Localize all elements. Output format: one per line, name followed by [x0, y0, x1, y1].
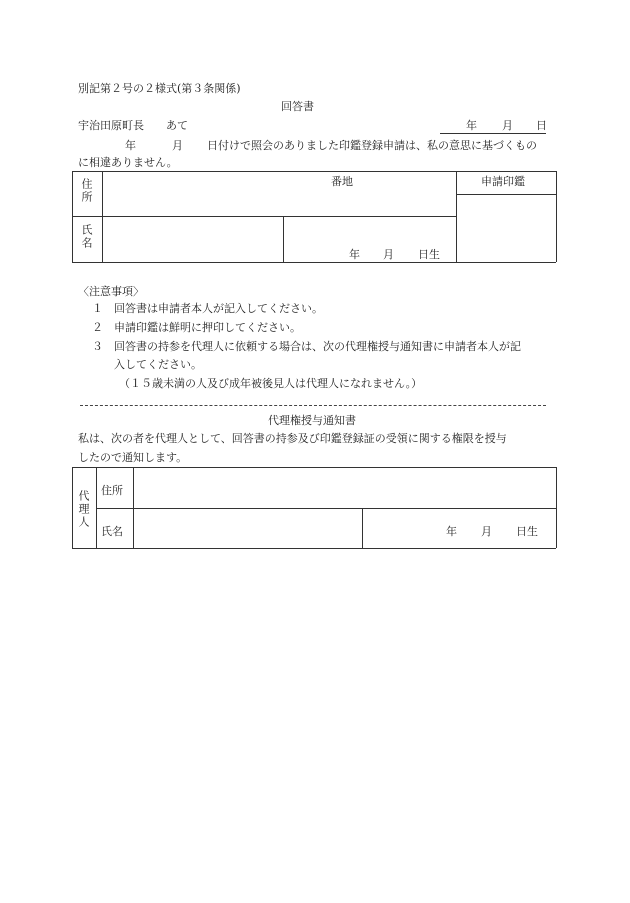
date-underline [440, 133, 546, 134]
note-text-3: 回答書の持参を代理人に依頼する場合は、次の代理権授与通知書に申請者本人が記 [114, 340, 521, 353]
date-year-label: 年 [466, 119, 477, 132]
cut-line [80, 405, 546, 406]
proxy-side-label: 代理人 [77, 490, 90, 529]
statement-line-2: に相違ありません。 [78, 156, 178, 169]
note-num-3: ３ [92, 340, 103, 353]
note-sub: （１５歳未満の人及び成年被後見人は代理人になれません。） [119, 377, 423, 390]
proxy-line-2: したので通知します。 [78, 451, 188, 464]
note-text-3-cont: 入してください。 [114, 358, 202, 371]
date-day-label: 日 [536, 119, 547, 132]
date-month-label: 月 [502, 119, 513, 132]
notes-heading: 〈注意事項〉 [78, 285, 144, 298]
proxy-address-label: 住所 [101, 484, 123, 497]
address-field[interactable] [103, 190, 455, 215]
proxy-name-label: 氏名 [101, 525, 123, 538]
note-text-2: 申請印鑑は鮮明に押印してください。 [114, 321, 301, 334]
proxy-address-field[interactable] [134, 468, 555, 507]
seal-box[interactable] [457, 195, 555, 261]
birth-month-label: 月 [383, 248, 394, 261]
proxy-birth-day-label: 日生 [516, 525, 538, 538]
note-text-1: 回答書は申請者本人が記入してください。 [114, 302, 323, 315]
addressee: 宇治田原町長 あて [78, 119, 188, 132]
name-field[interactable] [103, 217, 282, 261]
name-label: 氏名 [80, 224, 93, 250]
statement-line-1: 日付けで照会のありました印鑑登録申請は、私の意思に基づくもの [207, 139, 537, 152]
note-num-1: １ [92, 302, 103, 315]
document-title: 回答書 [281, 100, 314, 113]
proxy-line-1: 私は、次の者を代理人として、回答書の持参及び印鑑登録証の受領に関する権限を授与 [78, 432, 507, 445]
proxy-title: 代理権授与通知書 [268, 414, 356, 427]
proxy-birth-year-label: 年 [446, 525, 457, 538]
proxy-name-field[interactable] [134, 509, 361, 547]
birth-year-label: 年 [349, 248, 360, 261]
ref-month-label: 月 [172, 139, 183, 152]
seal-label: 申請印鑑 [481, 175, 525, 188]
ref-year-label: 年 [125, 139, 136, 152]
banchi-label: 番地 [331, 175, 353, 188]
birth-day-label: 日生 [418, 248, 440, 261]
form-label: 別記第２号の２様式(第３条関係) [78, 82, 241, 95]
note-num-2: ２ [92, 321, 103, 334]
proxy-birth-month-label: 月 [481, 525, 492, 538]
address-label: 住所 [80, 178, 93, 204]
